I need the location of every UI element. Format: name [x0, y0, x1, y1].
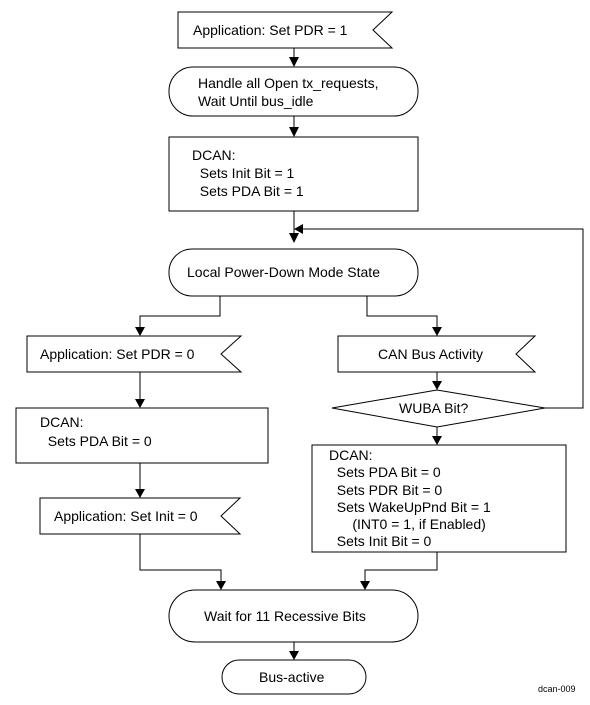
node-dcan-init	[169, 137, 418, 211]
figure-tag: dcan-009	[538, 684, 576, 694]
node-label: (INT0 = 1, if Enabled)	[329, 516, 486, 532]
connector	[135, 296, 220, 336]
node-label: Local Power-Down Mode State	[187, 264, 380, 280]
connector	[135, 372, 145, 408]
connector	[140, 534, 226, 590]
node-wait-recessive	[169, 590, 418, 642]
node-label: Application: Set PDR = 1	[193, 22, 348, 38]
node-wuba-bit-decision	[332, 390, 545, 427]
node-app-set-pdr-0	[27, 336, 241, 372]
node-app-set-pdr-1	[178, 12, 392, 48]
node-label: Wait Until bus_idle	[198, 93, 314, 109]
node-label: CAN Bus Activity	[378, 346, 484, 362]
node-label: Sets PDA Bit = 0	[329, 464, 441, 480]
node-label: Sets Init Bit = 0	[329, 533, 432, 549]
node-label: Sets WakeUpPnd Bit = 1	[329, 499, 491, 515]
connector	[367, 296, 442, 336]
node-label: Application: Set Init = 0	[54, 508, 198, 524]
node-label: Handle all Open tx_requests,	[198, 75, 379, 91]
node-label: Bus-active	[259, 669, 325, 685]
node-label: Application: Set PDR = 0	[40, 346, 195, 362]
node-label: DCAN:	[192, 147, 236, 163]
node-label: DCAN:	[329, 447, 373, 463]
node-dcan-wakeup	[312, 445, 566, 552]
connector	[360, 552, 437, 590]
node-can-bus-activity	[338, 336, 535, 372]
node-local-power-down	[169, 249, 418, 296]
node-label: Wait for 11 Recessive Bits	[204, 608, 366, 624]
connector	[289, 48, 299, 67]
connector	[289, 211, 299, 243]
node-label: Sets PDA Bit = 0	[40, 433, 152, 449]
node-app-set-init-0	[40, 498, 240, 534]
node-label: Sets Init Bit = 1	[192, 165, 295, 181]
node-handle-requests	[169, 67, 418, 116]
node-label: Sets PDR Bit = 0	[329, 482, 443, 498]
connector	[135, 463, 145, 498]
node-label: WUBA Bit?	[399, 400, 469, 416]
connector	[432, 372, 442, 390]
node-dcan-pda-0	[16, 408, 268, 463]
connector	[289, 642, 299, 660]
connector	[289, 116, 299, 137]
node-label: DCAN:	[40, 414, 84, 430]
connector	[432, 427, 442, 445]
node-bus-active	[222, 660, 366, 694]
node-label: Sets PDA Bit = 1	[192, 183, 304, 199]
